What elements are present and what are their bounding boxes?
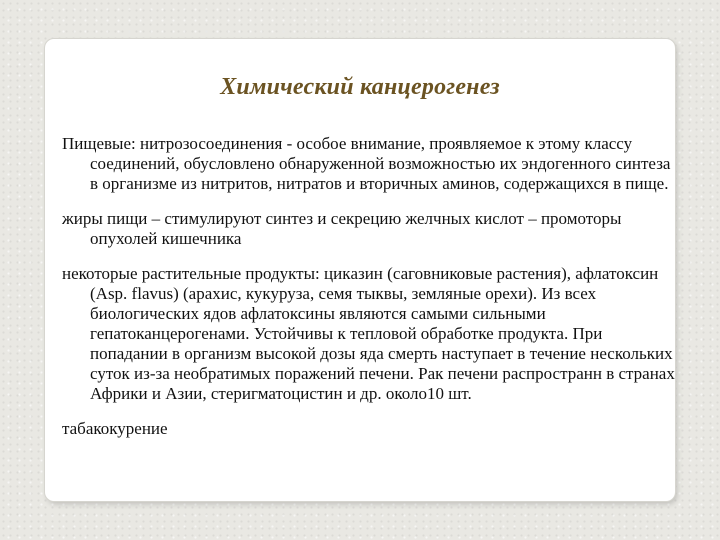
paragraph-tobacco-smoking: табакокурение xyxy=(62,419,168,438)
paragraph-dietary-fats: жиры пищи – стимулируют синтез и секрецию желчных кислот – промоторы опухолей кишечника xyxy=(62,209,622,248)
paragraph-nitroso-compounds: Пищевые: нитрозосоединения - особое внимание, проявляемое к этому классу соединений, обусловлено обнаруженной возможностью их эндогенного синтеза в организме из нитритов, нитратов и вторичных аминов, содержащихся в пище. xyxy=(62,134,671,193)
paragraph-plant-products: некоторые растительные продукты: цикaзин (саговниковые растения), афлатоксин (Asp. flavus) (арахис, кукуруза, семя тыквы, земляные орехи). Из всех биологических ядов афлатоксины являются самыми сильными гепатоканцерогенами. Устойчивы к тепловой обработке продукта. При попадании в организм высокой дозы яда смерть наступает в течение нескольких суток из-за необратимых поражений печени. Рак печени распространн в странах Африки и Азии, стеригматоцистин и др. около10 шт. xyxy=(62,264,675,403)
slide-title: Химический канцерогенез xyxy=(220,74,500,100)
slide-body xyxy=(62,134,682,439)
